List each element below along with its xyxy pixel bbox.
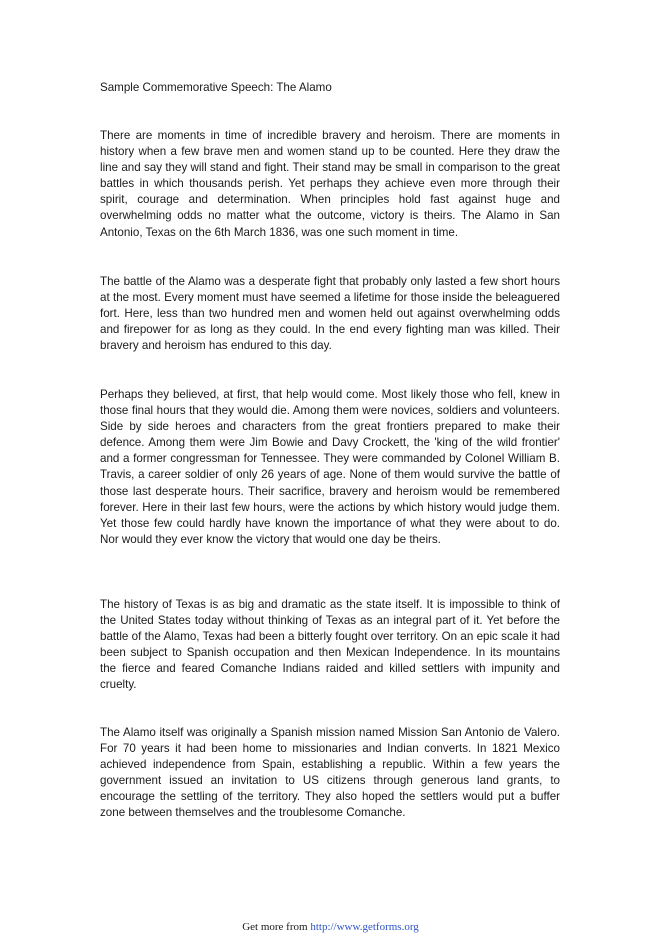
footer-prefix: Get more from <box>242 921 311 933</box>
paragraph-1: There are moments in time of incredible bravery and heroism. There are moments in history when a few brave men and women stand up to be counted. Here they draw the line and say they will stand and fight. Their stand may be small in comparison to the great battles in which thousands perish. Yet perhaps they achieve even more through their spirit, courage and determination. When principles hold fast against huge and overwhelming odds no matter what the outcome, victory is theirs. The Alamo in San Antonio, Texas on the 6th March 1836, was one such moment in time. <box>100 129 560 239</box>
page-title: Sample Commemorative Speech: The Alamo <box>100 81 332 94</box>
paragraph-3: Perhaps they believed, at first, that help would come. Most likely those who fell, knew in those final hours that they would die. Among them were novices, soldiers and volunteers. Side by side heroes and characters from the great frontiers prepared to make their defence. Among them were Jim Bowie and Davy Crockett, the 'king of the wild frontier' and a former congressman for Tennessee. They were commanded by Colonel William B. Travis, a career soldier of only 26 years of age. None of them would survive the battle of those last desperate hours. Their sacrifice, bravery and heroism would be remembered forever. Here in their last few hours, were the actions by which history would judge them. Yet those few could hardly have known the importance of what they were about to do. Nor would they ever know the victory that would one day be theirs. <box>100 388 560 546</box>
paragraph-2: The battle of the Alamo was a desperate fight that probably only lasted a few short hours at the most. Every moment must have seemed a lifetime for those inside the beleaguered fort. Here, less than two hundred men and women held out against overwhelming odds and firepower for as long as they could. In the end every fighting man was killed. Their bravery and heroism has endured to this day. <box>100 275 560 353</box>
paragraph-4: The history of Texas is as big and dramatic as the state itself. It is impossible to think of the United States today without thinking of Texas as an integral part of it. Yet before the battle of the Alamo, Texas had been a bitterly fought over territory. On an epic scale it had been subject to Spanish occupation and then Mexican Independence. In its mountains the fierce and feared Comanche Indians raided and killed settlers with impunity and cruelty. <box>100 598 560 692</box>
paragraph-5: The Alamo itself was originally a Spanish mission named Mission San Antonio de Valero. For 70 years it had been home to missionaries and Indian converts. In 1821 Mexico achieved independence from Spain, establishing a republic. Within a few years the government issued an invitation to US citizens through generous land grants, to encourage the settling of the territory. They also hoped the settlers would put a buffer zone between themselves and the troublesome Comanche. <box>100 726 560 820</box>
footer-link[interactable]: http://www.getforms.org <box>310 921 419 933</box>
footer <box>0 920 661 934</box>
